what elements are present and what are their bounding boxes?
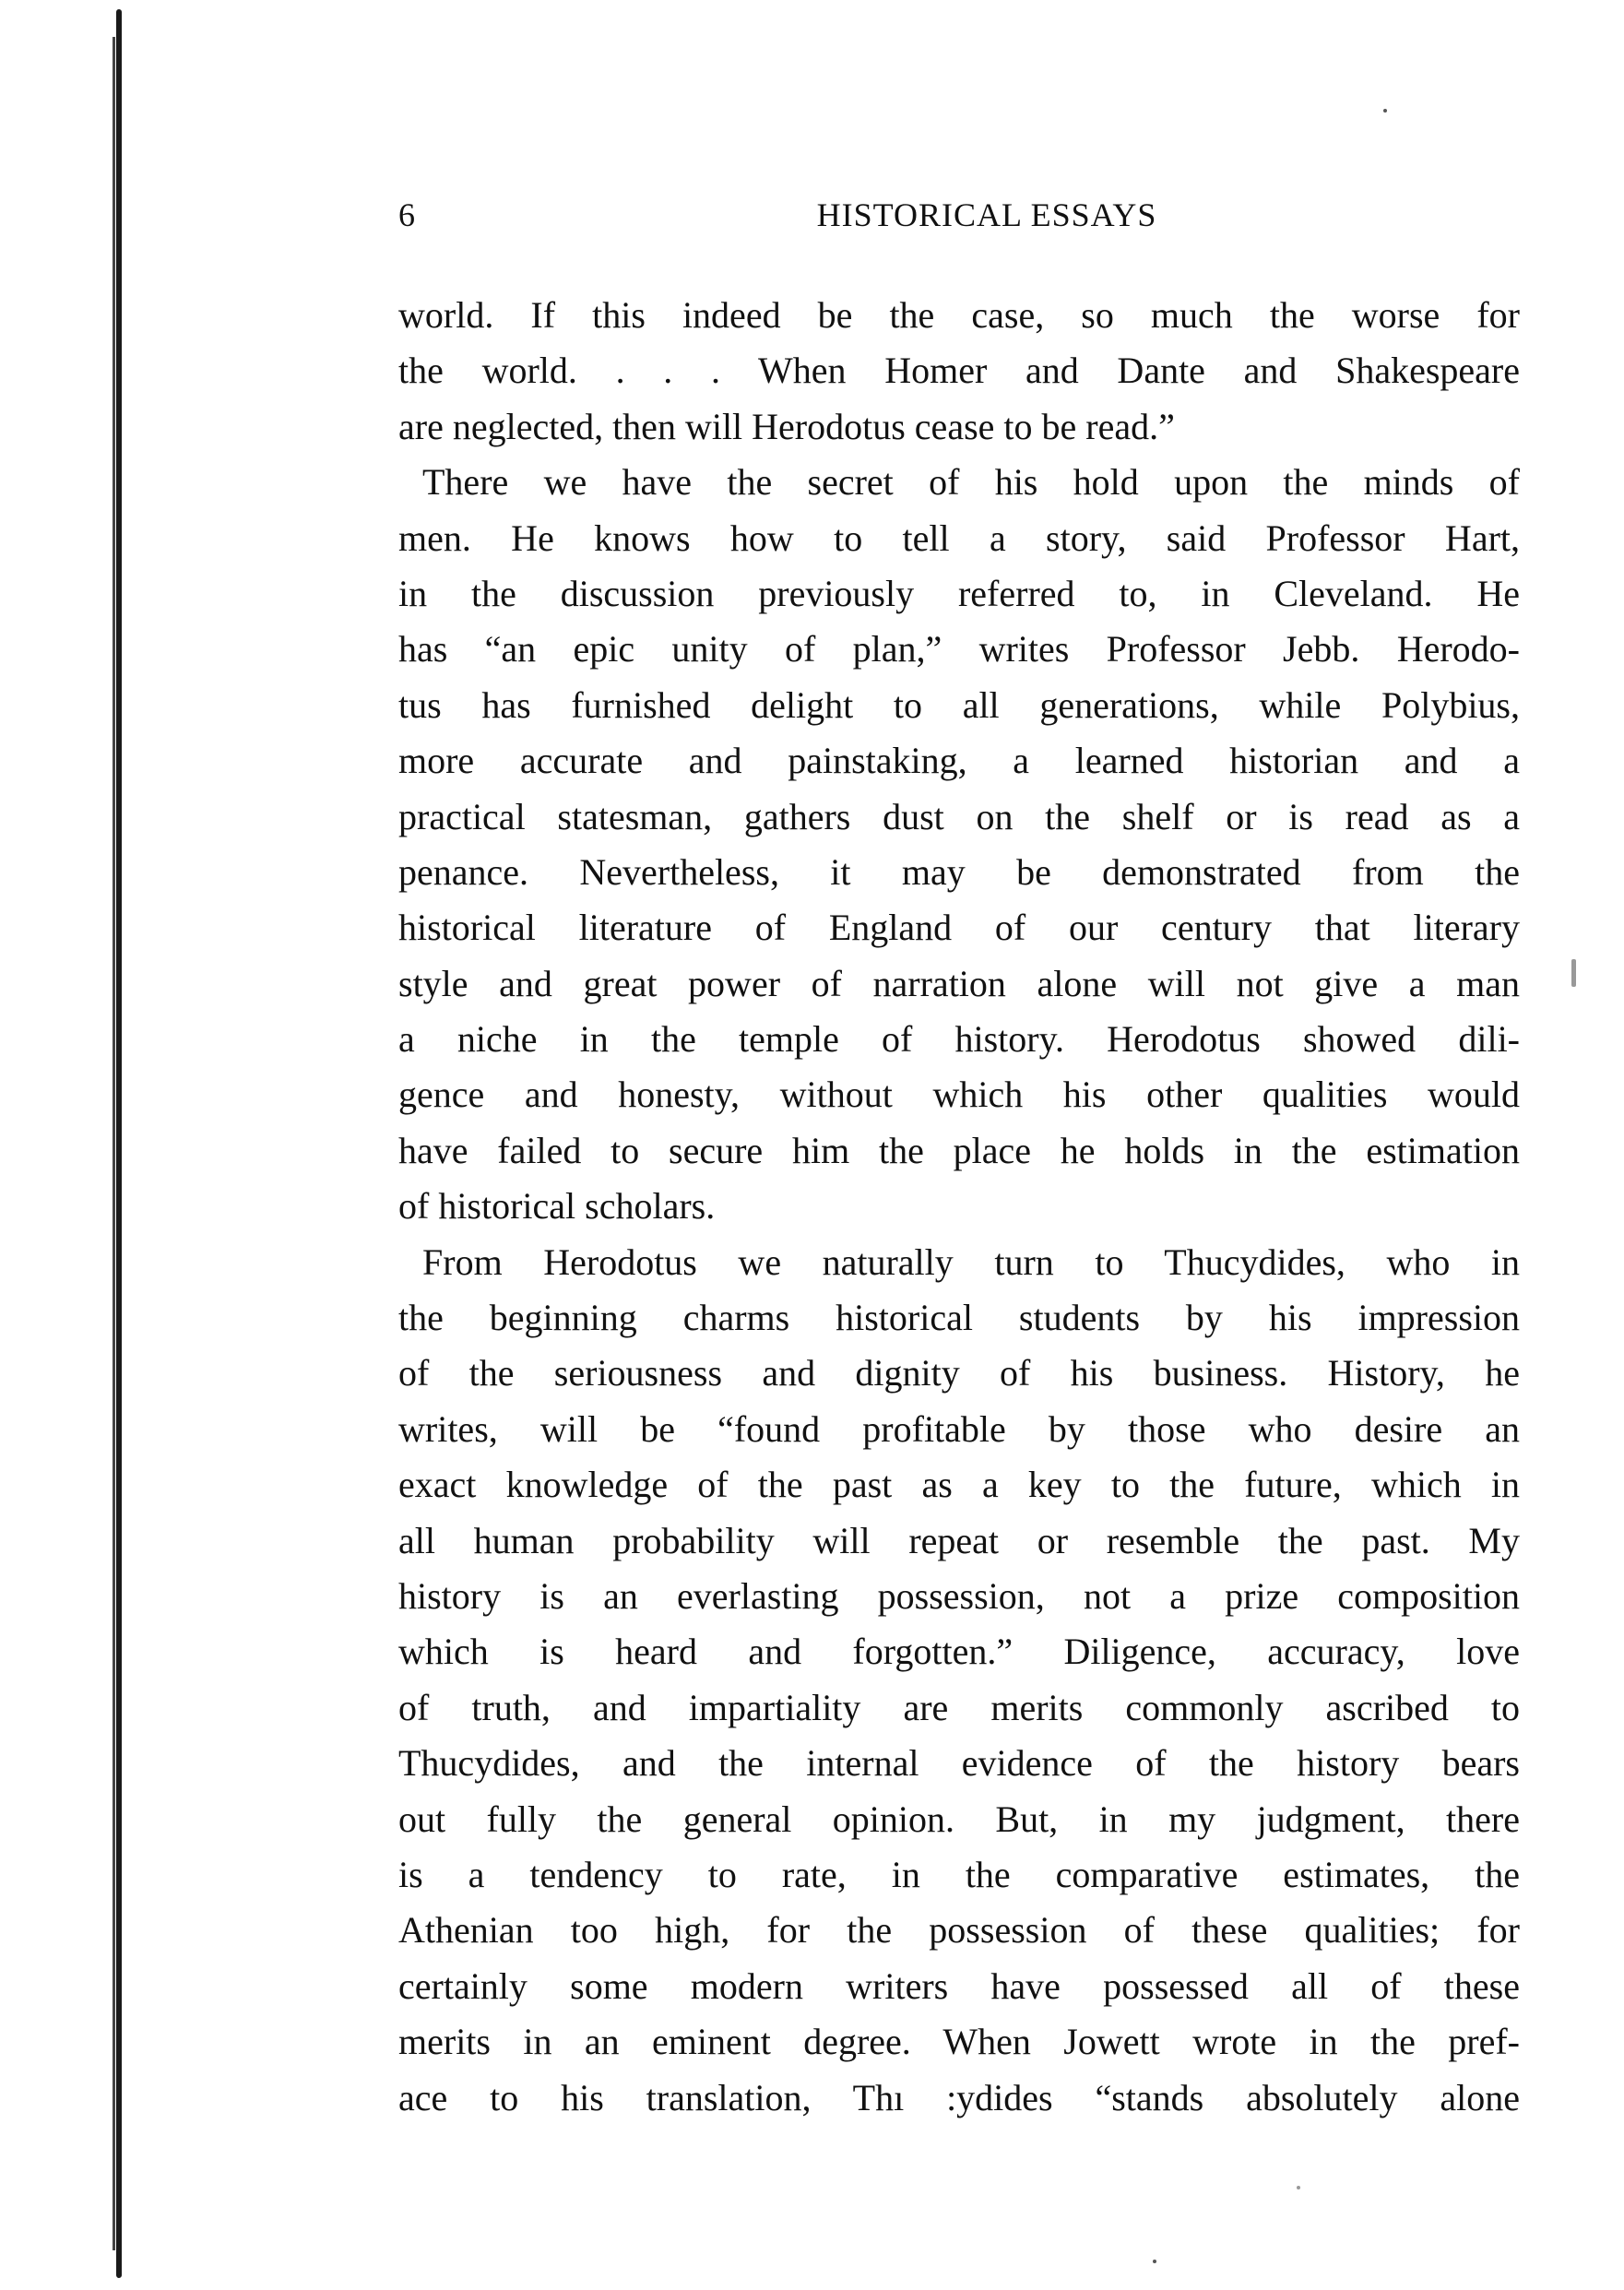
scan-speck — [1383, 109, 1387, 113]
page-body — [398, 290, 1520, 2128]
text-line: gence and honesty, without which his other qualities would — [398, 1074, 1520, 1116]
page-binding-edge — [116, 9, 122, 2278]
text-line: style and great power of narration alone will not give a man — [398, 962, 1520, 1004]
text-line: historical literature of England of our century that literary — [398, 907, 1520, 949]
text-line: the beginning charms historical students by his impression — [398, 1297, 1520, 1339]
text-line: in the discussion previously referred to, in Cleveland. He — [398, 572, 1520, 614]
text-line: out fully the general opinion. But, in my judgment, there — [398, 1798, 1520, 1840]
text-line: which is heard and forgotten.” Diligence, accuracy, love — [398, 1631, 1520, 1673]
text-line: a niche in the temple of history. Herodotus showed dili- — [398, 1018, 1520, 1061]
text-line: has “an epic unity of plan,” writes Professor Jebb. Herodo- — [398, 628, 1520, 670]
text-line: exact knowledge of the past as a key to the future, which in — [398, 1464, 1520, 1506]
text-line: men. He knows how to tell a story, said Professor Hart, — [398, 516, 1520, 559]
text-line: tus has furnished delight to all generations, while Polybius, — [398, 683, 1520, 726]
page-header — [398, 196, 1520, 243]
text-line: There we have the secret of his hold upon the minds of — [422, 461, 1520, 504]
text-line: of historical scholars. — [398, 1185, 716, 1228]
text-line: certainly some modern writers have possessed all of these — [398, 1964, 1520, 2007]
text-line: Athenian too high, for the possession of these qualities; for — [398, 1909, 1520, 1952]
text-line: the world. . . . When Homer and Dante and Shakespeare — [398, 350, 1520, 392]
text-line: penance. Nevertheless, it may be demonstrated from the — [398, 850, 1520, 893]
text-line: of the seriousness and dignity of his business. History, he — [398, 1352, 1520, 1394]
text-line: are neglected, then will Herodotus cease to be read.” — [398, 405, 1175, 447]
text-line: all human probability will repeat or resemble the past. My — [398, 1519, 1520, 1561]
text-line: of truth, and impartiality are merits commonly ascribed to — [398, 1686, 1520, 1728]
text-line: have failed to secure him the place he holds in the estimation — [398, 1129, 1520, 1171]
running-title: HISTORICAL ESSAYS — [816, 196, 1157, 233]
text-line: history is an everlasting possession, not a prize composition — [398, 1574, 1520, 1617]
text-line: From Herodotus we naturally turn to Thucydides, who in — [422, 1240, 1520, 1283]
text-line: practical statesman, gathers dust on the shelf or is read as a — [398, 795, 1520, 837]
scan-speck — [1297, 2186, 1300, 2189]
scan-speck — [1153, 2260, 1156, 2263]
page-number: 6 — [398, 196, 415, 233]
page-binding-shadow — [113, 37, 115, 2250]
text-line: world. If this indeed be the case, so much the worse for — [398, 294, 1520, 336]
text-line: more accurate and painstaking, a learned historian and a — [398, 740, 1520, 782]
text-line: Thucydides, and the internal evidence of the history bears — [398, 1742, 1520, 1785]
scan-speck — [1571, 959, 1576, 987]
text-line: is a tendency to rate, in the comparative estimates, the — [398, 1853, 1520, 1895]
text-line: ace to his translation, Thı :ydides “stands absolutely alone — [398, 2076, 1520, 2118]
text-line: merits in an eminent degree. When Jowett wrote in the pref- — [398, 2021, 1520, 2063]
text-line: writes, will be “found profitable by those who desire an — [398, 1407, 1520, 1450]
